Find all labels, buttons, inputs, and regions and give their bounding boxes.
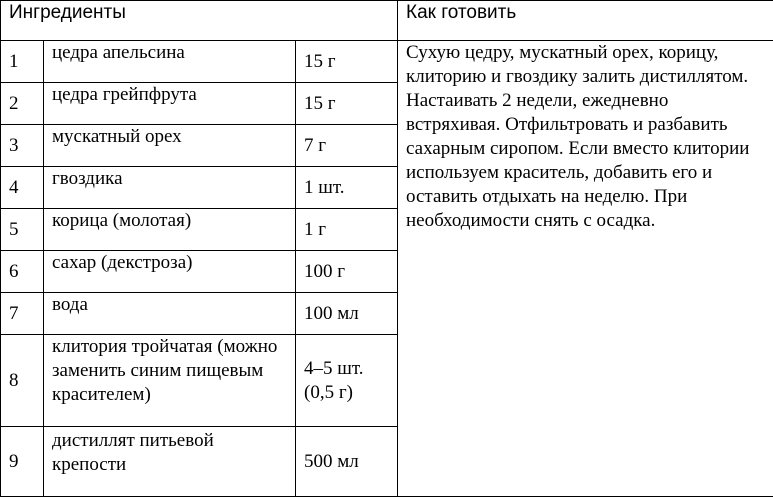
ingredient-name: вода: [44, 293, 296, 335]
header-how-to-cook: Как готовить: [398, 1, 773, 41]
ingredient-name: корица (молотая): [44, 209, 296, 251]
cooking-instructions: Сухую цедру, мускатный орех, корицу, клиторию и гвоздику залить дистиллятом. Настаивать 2 недели, ежедневно встряхивая. Отфильтровать и разбавить сахарным сиропом. Если вместо клитории используем краситель, добавить его и оставить отдыхать на неделю. При необходимости снять с осадка.: [398, 41, 773, 497]
row-number: 7: [1, 293, 44, 335]
ingredient-quantity: 7 г: [296, 125, 398, 167]
ingredient-quantity: 500 мл: [296, 427, 398, 497]
header-ingredients: Ингредиенты: [1, 1, 398, 41]
row-number: 6: [1, 251, 44, 293]
ingredient-quantity: 1 г: [296, 209, 398, 251]
row-number: 1: [1, 41, 44, 83]
ingredient-name: гвоздика: [44, 167, 296, 209]
ingredient-name: дистиллят питьевой крепости: [44, 427, 296, 497]
row-number: 8: [1, 335, 44, 427]
ingredient-quantity: 15 г: [296, 41, 398, 83]
table-header-row: [1, 1, 773, 41]
ingredient-name: цедра грейпфрута: [44, 83, 296, 125]
ingredient-quantity: 100 г: [296, 251, 398, 293]
ingredient-quantity: 15 г: [296, 83, 398, 125]
table-row: [1, 41, 773, 83]
row-number: 3: [1, 125, 44, 167]
ingredient-name: клитория тройчатая (можно заменить синим пищевым красителем): [44, 335, 296, 427]
row-number: 2: [1, 83, 44, 125]
ingredient-name: сахар (декстроза): [44, 251, 296, 293]
ingredient-name: цедра апельсина: [44, 41, 296, 83]
ingredient-quantity: 4–5 шт. (0,5 г): [296, 335, 398, 427]
ingredient-quantity: 100 мл: [296, 293, 398, 335]
row-number: 5: [1, 209, 44, 251]
row-number: 4: [1, 167, 44, 209]
ingredient-quantity: 1 шт.: [296, 167, 398, 209]
row-number: 9: [1, 427, 44, 497]
ingredient-name: мускатный орех: [44, 125, 296, 167]
